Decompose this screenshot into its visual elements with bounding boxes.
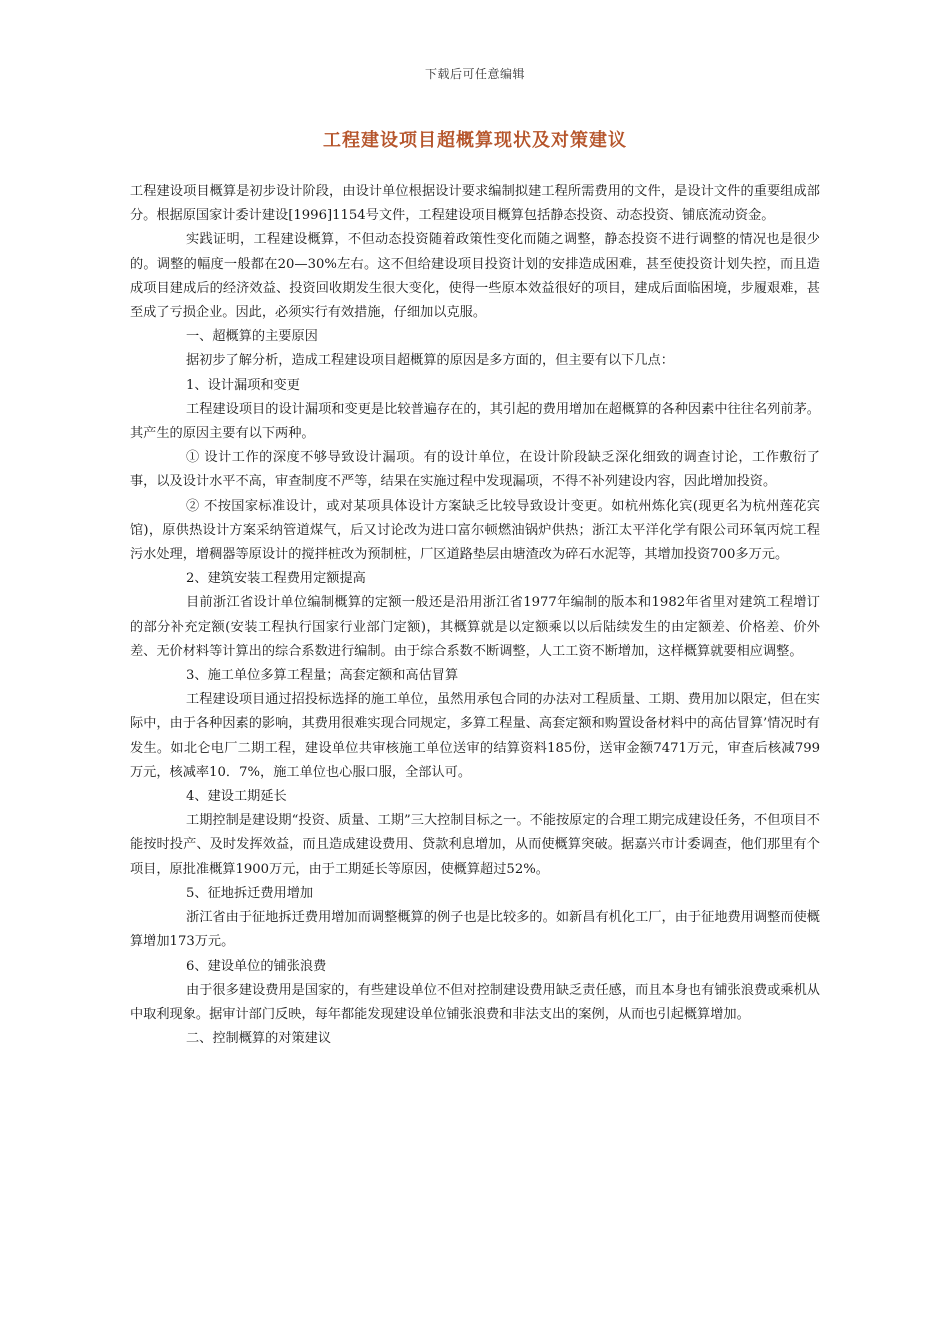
subsection-heading: 4、建设工期延长 xyxy=(186,789,287,805)
paragraph: 工程建设项目的设计漏项和变更是比较普遍存在的，其引起的费用增加在超概算的各种因素中往往名列前茅。其产生的原因主要有以下两种。 xyxy=(130,401,820,442)
list-item: ② 不按国家标准设计，或对某项具体设计方案缺乏比较导致设计变更。如杭州炼化宾(现更名为杭州莲花宾馆)，原供热设计方案采纳管道煤气，后又讨论改为进口富尔顿燃油锅炉供热；浙江太平洋化学有限公司环氧丙烷工程污水处理，增稠器等原设计的搅拌桩改为预制桩，厂区道路垫层由塘渣改为碎石水泥等，其增加投资700多万元。 xyxy=(130,498,820,563)
subsection-heading: 5、征地拆迁费用增加 xyxy=(186,885,314,901)
subsection-heading: 3、施工单位多算工程量；高套定额和高估冒算 xyxy=(186,668,459,684)
paragraph: 目前浙江省设计单位编制概算的定额一般还是沿用浙江省1977年编制的版本和1982年省里对建筑工程增订的部分补充定额(安装工程执行国家行业部门定额)，其概算就是以定额乘以以后陆续发生的由定额差、价格差、价外差、无价材料等计算出的综合系数进行编制。由于综合系数不断调整，人工工资不断增加，这样概算就要相应调整。 xyxy=(130,595,820,659)
section-heading: 二、控制概算的对策建议 xyxy=(186,1031,332,1047)
subsection-heading: 1、设计漏项和变更 xyxy=(186,377,300,393)
paragraph: 实践证明，工程建设概算，不但动态投资随着政策性变化而随之调整，静态投资不进行调整的情况也是很少的。调整的幅度一般都在20—30%左右。这不但给建设项目投资计划的安排造成困难，甚至使投资计划失控，而且造成项目建成后的经济效益、投资回收期发生很大变化，使得一些原本效益很好的项目，建成后面临困境，步履艰难，甚至成了亏损企业。因此，必须实行有效措施，仔细加以克服。 xyxy=(130,232,820,321)
subsection-heading: 6、建设单位的铺张浪费 xyxy=(186,958,327,974)
subsection-heading: 2、建筑安装工程费用定额提高 xyxy=(186,571,366,587)
document-title: 工程建设项目超概算现状及对策建议 xyxy=(323,130,627,151)
section-heading: 一、超概算的主要原因 xyxy=(186,329,318,345)
paragraph: 由于很多建设费用是国家的，有些建设单位不但对控制建设费用缺乏责任感，而且本身也有铺张浪费或乘机从中取利现象。据审计部门反映，每年都能发现建设单位铺张浪费和非法支出的案例，从而也引起概算增加。 xyxy=(130,982,820,1022)
header-note: 下载后可任意编辑 xyxy=(424,67,525,81)
paragraph: 工程建设项目通过招投标选择的施工单位，虽然用承包合同的办法对工程质量、工期、费用加以限定，但在实际中，由于各种因素的影响，其费用很难实现合同规定，多算工程量、高套定额和购置设备材料中的高估冒算’情况时有发生。如北仑电厂二期工程，建设单位共审核施工单位送审的结算资料185份，送审金额7471万元，审查后核减799万元，核减率10．7%，施工单位也心服口服，全部认可。 xyxy=(130,692,820,780)
paragraph: 工期控制是建设期“投资、质量、工期”三大控制目标之一。不能按原定的合理工期完成建设任务，不但项目不能按时投产、及时发挥效益，而且造成建设费用、贷款利息增加，从而使概算突破。据嘉兴市计委调查，他们那里有个项目，原批准概算1900万元，由于工期延长等原因，使概算超过52%。 xyxy=(130,813,820,877)
list-item: ① 设计工作的深度不够导致设计漏项。有的设计单位，在设计阶段缺乏深化细致的调查讨论，工作敷衍了事，以及设计水平不高，审查制度不严等，结果在实施过程中发现漏项，不得不补列建设内容，因此增加投资。 xyxy=(130,450,820,490)
paragraph: 浙江省由于征地拆迁费用增加而调整概算的例子也是比较多的。如新昌有机化工厂，由于征地费用调整而使概算增加173万元。 xyxy=(130,910,820,950)
paragraph-intro: 工程建设项目概算是初步设计阶段，由设计单位根据设计要求编制拟建工程所需费用的文件，是设计文件的重要组成部分。根据原国家计委计建设[1996]1154号文件，工程建设项目概算包括静态投资、动态投资、铺底流动资金。 xyxy=(130,184,820,224)
document-body xyxy=(130,180,820,1051)
paragraph: 据初步了解分析，造成工程建设项目超概算的原因是多方面的，但主要有以下几点： xyxy=(186,353,674,369)
